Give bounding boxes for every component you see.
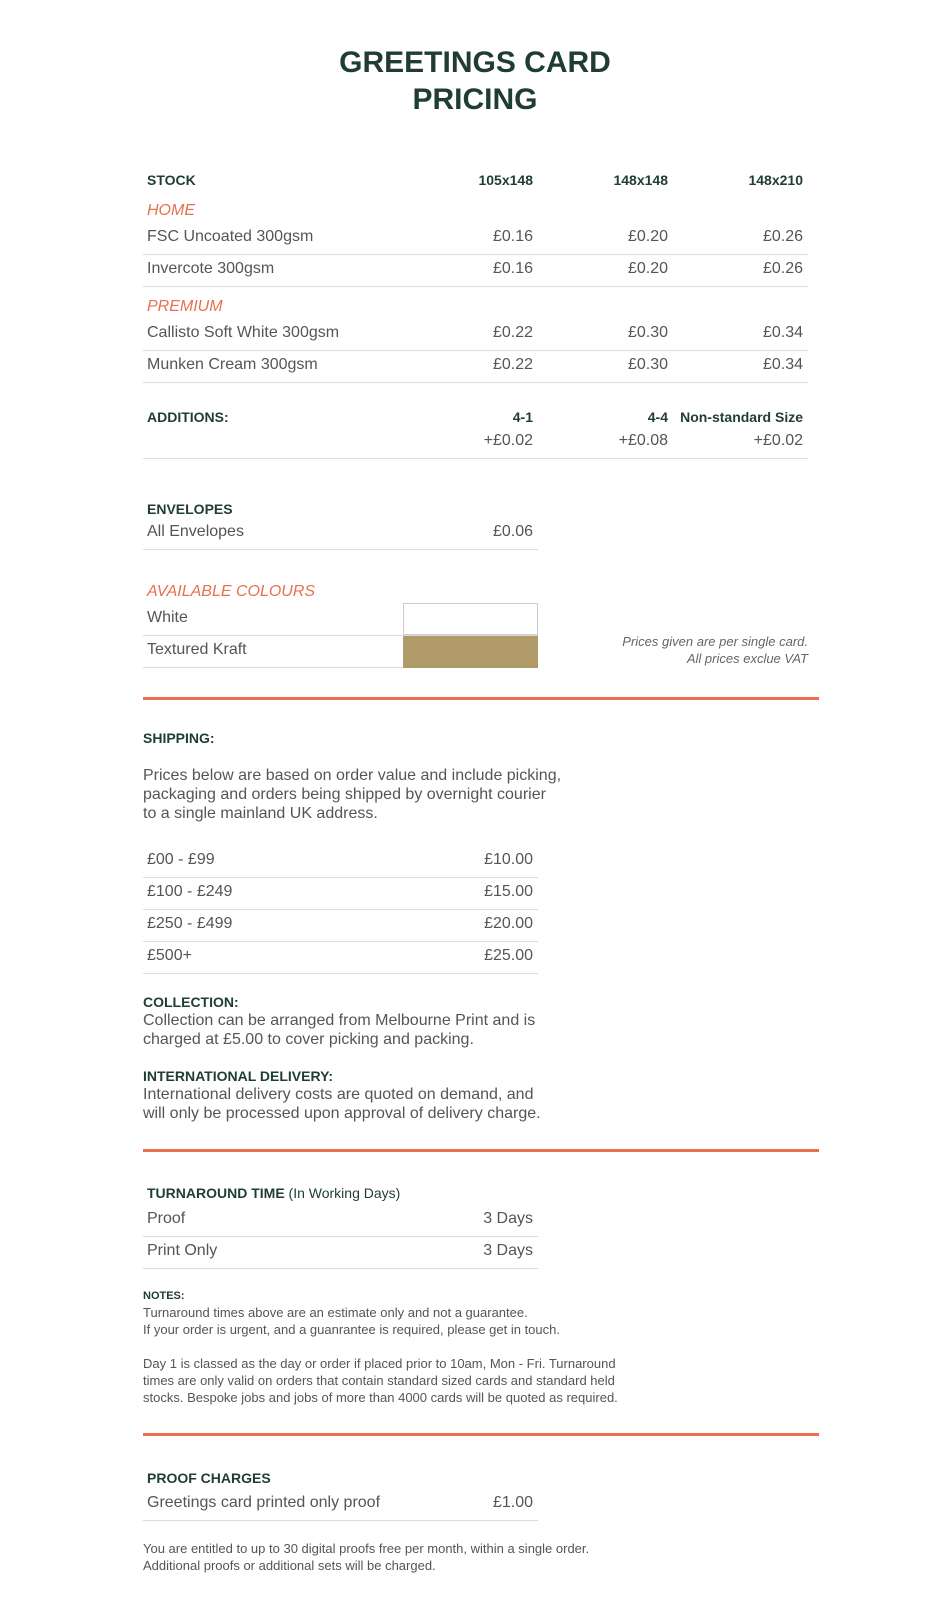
turnaround-value: 3 Days — [483, 1210, 533, 1227]
page-title — [0, 44, 950, 118]
section-divider — [143, 1433, 819, 1436]
notes-line5: stocks. Bespoke jobs and jobs of more than 4000 cards will be quoted as required. — [143, 1390, 618, 1405]
notes-header: NOTES: — [143, 1290, 185, 1302]
shipping-intro-line2: packaging and orders being shipped by overnight courier — [143, 786, 546, 803]
proof-note-line2: Additional proofs or additional sets will be charged. — [143, 1558, 436, 1573]
table-row — [143, 517, 538, 550]
notes-text — [143, 1304, 663, 1338]
addition-price-4-4: +£0.08 — [618, 432, 668, 449]
additions-header: ADDITIONS: — [147, 409, 229, 425]
page-title-line2: PRICING — [412, 83, 538, 116]
table-row — [143, 350, 808, 383]
price-105x148: £0.22 — [492, 356, 533, 373]
shipping-price: £15.00 — [484, 883, 533, 900]
collection-text — [143, 1011, 563, 1049]
shipping-header: SHIPPING: — [143, 730, 215, 746]
table-row — [143, 222, 808, 255]
turnaround-title: TURNAROUND TIME — [147, 1185, 285, 1201]
addition-price-4-1: +£0.02 — [483, 432, 533, 449]
notes-line3: Day 1 is classed as the day or order if placed prior to 10am, Mon - Fri. Turnaround — [143, 1356, 616, 1371]
proof-note — [143, 1540, 703, 1574]
table-row — [143, 318, 808, 351]
proof-charge-label: Greetings card printed only proof — [147, 1494, 381, 1511]
proof-charges-header: PROOF CHARGES — [147, 1470, 271, 1486]
price-105x148: £0.16 — [492, 260, 533, 277]
price-note — [560, 633, 808, 667]
stock-name: FSC Uncoated 300gsm — [147, 228, 314, 245]
price-105x148: £0.22 — [492, 324, 533, 341]
notes-line2: If your order is urgent, and a guanrantee is required, please get in touch. — [143, 1322, 560, 1337]
turnaround-header — [147, 1185, 400, 1201]
table-row — [143, 877, 538, 910]
price-148x148: £0.20 — [627, 228, 668, 245]
international-line1: International delivery costs are quoted on demand, and — [143, 1086, 534, 1103]
envelope-label: All Envelopes — [147, 523, 244, 540]
table-row — [143, 909, 538, 942]
shipping-price: £20.00 — [484, 915, 533, 932]
stock-name: Callisto Soft White 300gsm — [147, 324, 340, 341]
additions-col-3: Non-standard Size — [680, 409, 803, 425]
turnaround-label: Proof — [147, 1210, 186, 1227]
price-note-line2: All prices exclue VAT — [686, 651, 808, 666]
international-header: INTERNATIONAL DELIVERY: — [143, 1068, 334, 1084]
price-148x148: £0.30 — [627, 324, 668, 341]
addition-price-nonstandard: +£0.02 — [753, 432, 803, 449]
table-row — [143, 941, 538, 974]
section-divider — [143, 1149, 819, 1152]
section-divider — [143, 697, 819, 700]
collection-header: COLLECTION: — [143, 994, 239, 1010]
colour-name: White — [147, 609, 188, 626]
shipping-price: £10.00 — [484, 851, 533, 868]
table-row — [143, 845, 538, 878]
price-148x148: £0.30 — [627, 356, 668, 373]
notes-text-2 — [143, 1355, 703, 1406]
table-row — [143, 1488, 538, 1521]
table-row — [143, 254, 808, 287]
shipping-range: £500+ — [147, 947, 192, 964]
proof-note-line1: You are entitled to up to 30 digital proofs free per month, within a single order. — [143, 1541, 590, 1556]
price-148x210: £0.26 — [762, 228, 803, 245]
envelopes-header: ENVELOPES — [147, 501, 233, 517]
stock-name: Munken Cream 300gsm — [147, 356, 318, 373]
size-col-2: 148x148 — [613, 172, 668, 188]
price-148x210: £0.34 — [762, 356, 803, 373]
price-148x210: £0.26 — [762, 260, 803, 277]
shipping-range: £00 - £99 — [147, 851, 215, 868]
price-105x148: £0.16 — [492, 228, 533, 245]
price-note-line1: Prices given are per single card. — [622, 634, 808, 649]
price-148x148: £0.20 — [627, 260, 668, 277]
shipping-intro-line1: Prices below are based on order value and include picking, — [143, 767, 562, 784]
envelope-price: £0.06 — [492, 523, 533, 540]
collection-line1: Collection can be arranged from Melbourne Print and is — [143, 1012, 536, 1029]
international-line2: will only be processed upon approval of delivery charge. — [143, 1105, 541, 1122]
collection-line2: charged at £5.00 to cover picking and packing. — [143, 1031, 474, 1048]
international-text — [143, 1085, 563, 1123]
category-home: HOME — [147, 202, 195, 219]
colour-swatch-white — [403, 603, 538, 635]
table-row — [143, 1204, 538, 1237]
price-148x210: £0.34 — [762, 324, 803, 341]
size-col-3: 148x210 — [748, 172, 803, 188]
turnaround-label: Print Only — [147, 1242, 218, 1259]
page-title-line1: GREETINGS CARD — [339, 46, 611, 79]
stock-name: Invercote 300gsm — [147, 260, 275, 277]
shipping-range: £250 - £499 — [147, 915, 233, 932]
turnaround-value: 3 Days — [483, 1242, 533, 1259]
table-row — [143, 426, 808, 459]
table-row — [143, 1236, 538, 1269]
notes-line4: times are only valid on orders that contain standard sized cards and standard held — [143, 1373, 615, 1388]
notes-line1: Turnaround times above are an estimate only and not a guarantee. — [143, 1305, 528, 1320]
proof-charge-price: £1.00 — [492, 1494, 533, 1511]
colours-header: AVAILABLE COLOURS — [147, 583, 316, 600]
turnaround-subtitle: (In Working Days) — [288, 1185, 401, 1201]
stock-header: STOCK — [147, 172, 196, 188]
shipping-intro-line3: to a single mainland UK address. — [143, 805, 378, 822]
additions-col-2: 4-4 — [647, 409, 668, 425]
colour-swatch-kraft — [403, 636, 538, 668]
category-premium: PREMIUM — [147, 298, 223, 315]
size-col-1: 105x148 — [478, 172, 533, 188]
shipping-price: £25.00 — [484, 947, 533, 964]
shipping-intro — [143, 766, 563, 823]
colour-name: Textured Kraft — [147, 641, 247, 658]
additions-col-1: 4-1 — [512, 409, 533, 425]
shipping-range: £100 - £249 — [147, 883, 233, 900]
